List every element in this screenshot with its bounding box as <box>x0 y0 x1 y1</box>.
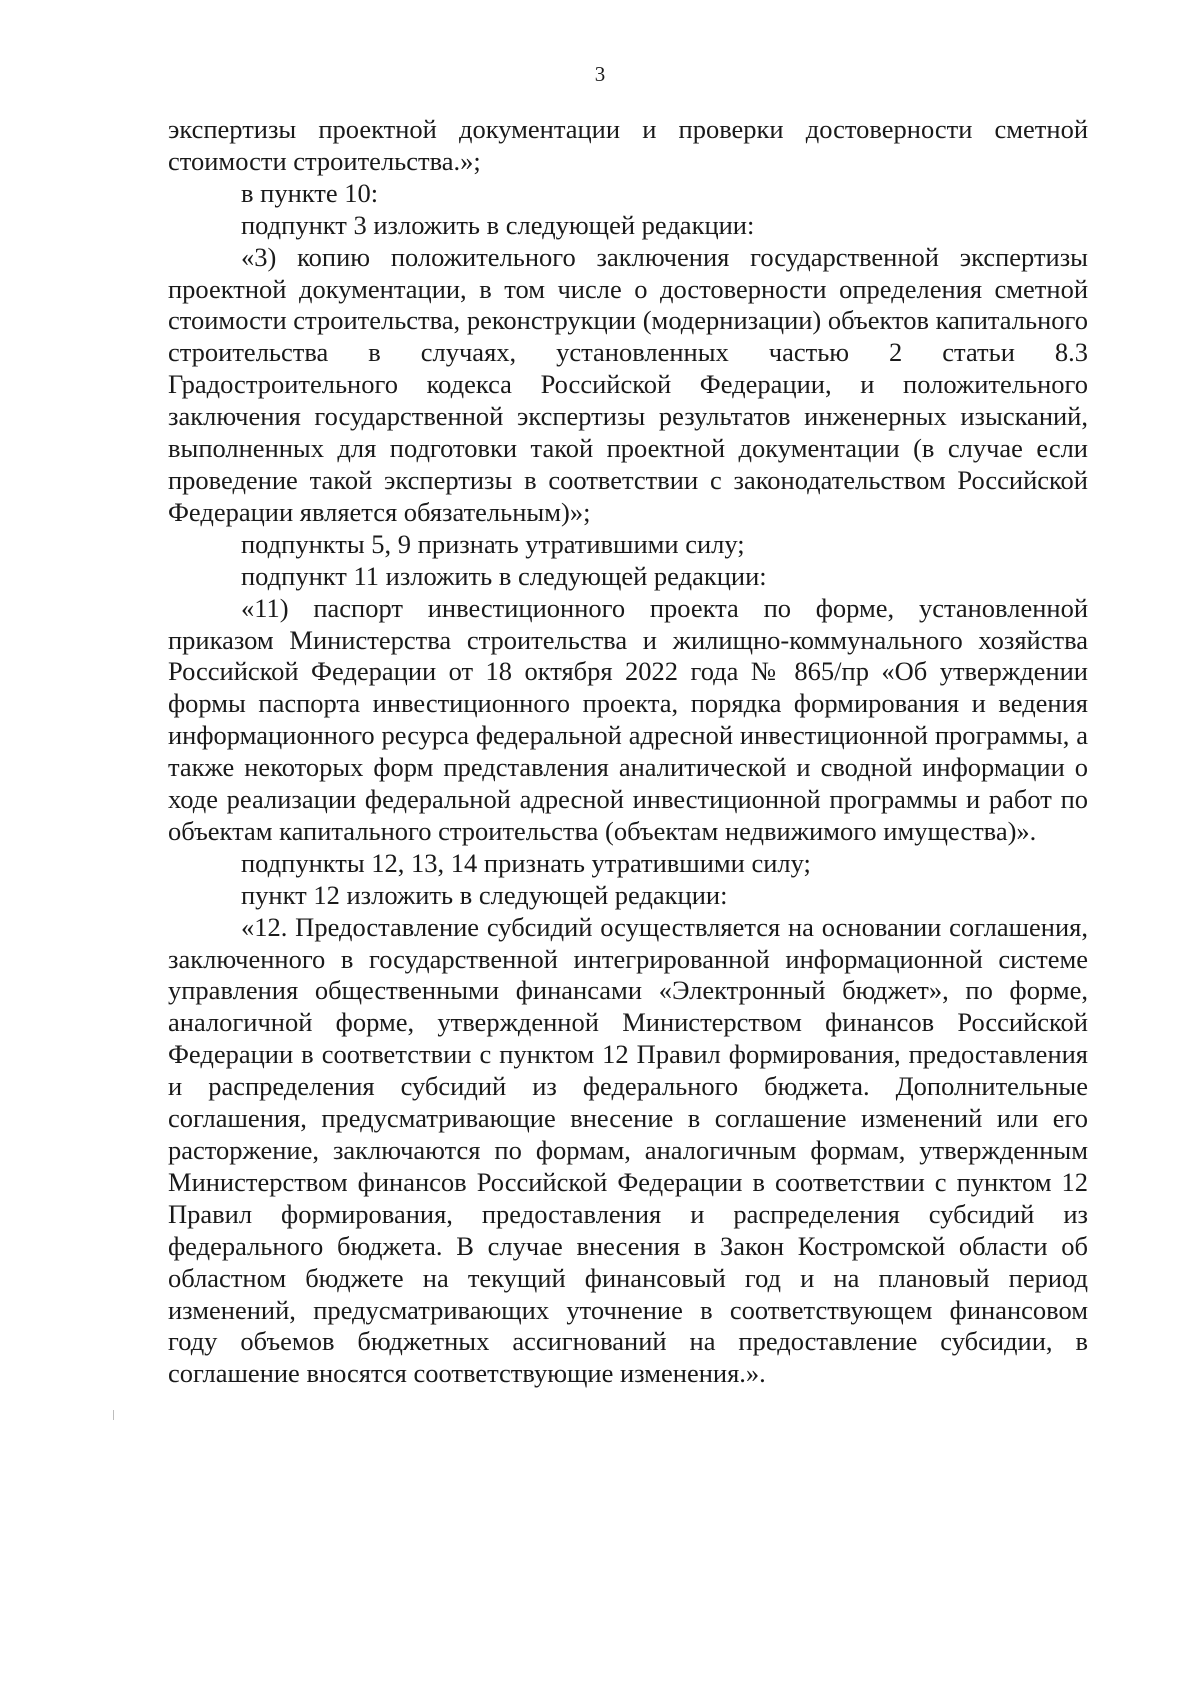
paragraph-subclause-11-intro: подпункт 11 изложить в следующей редакции: <box>241 560 767 591</box>
document-body <box>168 114 1088 1390</box>
margin-scan-mark <box>113 1410 114 1420</box>
paragraph-subclauses-5-9: подпункты 5, 9 признать утратившими силу; <box>241 528 745 559</box>
paragraph-clause-12-intro: пункт 12 изложить в следующей редакции: <box>241 879 728 910</box>
paragraph-subclause-3-text: «3) копию положительного заключения государственной экспертизы проектной документации, в том числе о достоверности определения сметной стоимости строительства, реконструкции (модернизации) объектов капитального строительства в случаях, установленных частью 2 статьи 8.3 Градостроительного кодекса Российской Федерации, и положительного заключения государственной экспертизы результатов инженерных изысканий, выполненных для подготовки такой проектной документации (в случае если проведение такой экспертизы в соответствии с законодательством Российской Федерации является обязательным)»; <box>168 241 1088 527</box>
paragraph-clause-12-text: «12. Предоставление субсидий осуществляется на основании соглашения, заключенного в государственной интегрированной информационной системе управления общественными финансами «Электронный бюджет», по форме, аналогичной форме, утвержденной Министерством финансов Российской Федерации в соответствии с пунктом 12 Правил формирования, предоставления и распределения субсидий из федерального бюджета. Дополнительные соглашения, предусматривающие внесение в соглашение изменений или его расторжение, заключаются по формам, аналогичным формам, утвержденным Министерством финансов Российской Федерации в соответствии с пунктом 12 Правил формирования, предоставления и распределения субсидий из федерального бюджета. В случае внесения в Закон Костромской области об областном бюджете на текущий финансовый год и на плановый период изменений, предусматривающих уточнение в соответствующем финансовом году объемов бюджетных ассигнований на предоставление субсидии, в соглашение вносятся соответствующие изменения.». <box>168 911 1088 1389</box>
paragraph-subclause-3-intro: подпункт 3 изложить в следующей редакции: <box>241 209 755 240</box>
paragraph-subclauses-12-14: подпункты 12, 13, 14 признать утратившими силу; <box>241 847 811 878</box>
paragraph-subclause-11-text: «11) паспорт инвестиционного проекта по форме, установленной приказом Министерства строительства и жилищно-коммунального хозяйства Российской Федерации от 18 октября 2022 года № 865/пр «Об утверждении формы паспорта инвестиционного проекта, порядка формирования и ведения информационного ресурса федеральной адресной инвестиционной программы, а также некоторых форм представления аналитической и сводной информации о ходе реализации федеральной адресной инвестиционной программы и работ по объектам капитального строительства (объектам недвижимого имущества)». <box>168 592 1088 846</box>
paragraph-continuation: экспертизы проектной документации и проверки достоверности сметной стоимости строительства.»; <box>168 114 1088 176</box>
page-number: 3 <box>594 62 606 86</box>
paragraph-clause-10-intro: в пункте 10: <box>241 177 379 208</box>
